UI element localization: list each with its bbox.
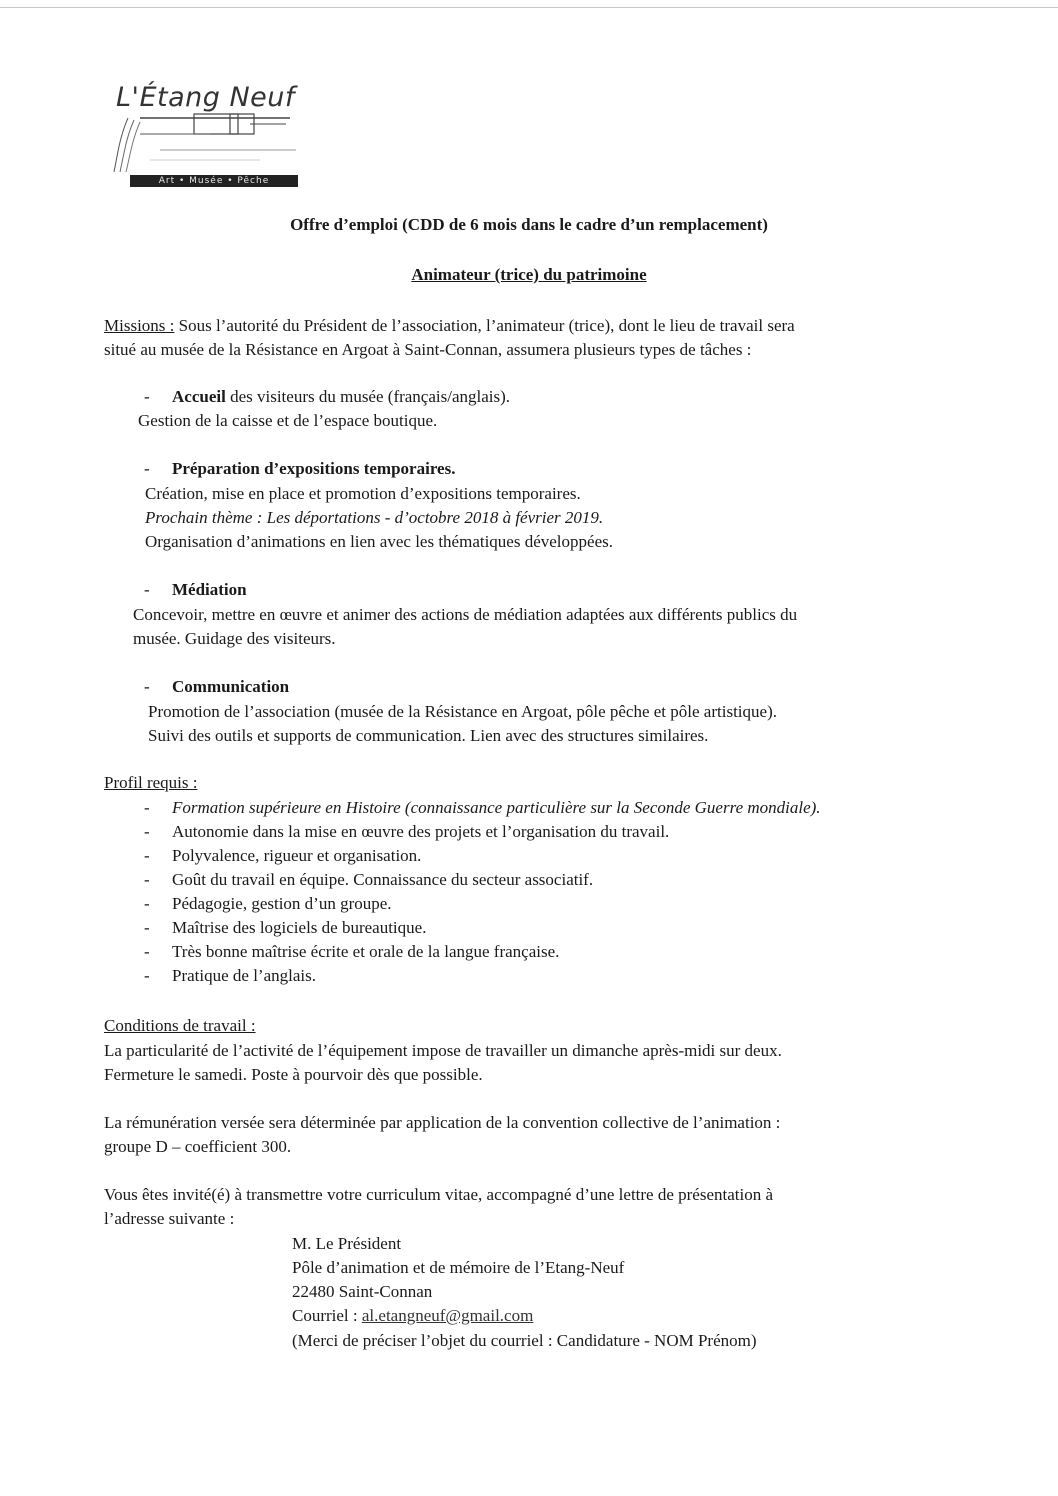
communication-line1: Promotion de l’association (musée de la Résistance en Argoat, pôle pêche et pôle artistique). — [148, 702, 777, 721]
profil-dash: - — [144, 918, 150, 937]
candidature-line1: Vous êtes invité(é) à transmettre votre curriculum vitae, accompagné d’une lettre de présentation à — [104, 1185, 774, 1204]
mediation-dash: - — [144, 580, 150, 599]
preparation-line2: Prochain thème : Les déportations - d’octobre 2018 à février 2019. — [145, 508, 604, 527]
profil-item: Formation supérieure en Histoire (connaissance particulière sur la Seconde Guerre mondiale). — [172, 798, 821, 817]
address-city: 22480 Saint-Connan — [292, 1282, 433, 1301]
accueil-line1 — [172, 386, 510, 408]
email-label: Courriel : — [292, 1306, 362, 1325]
job-title: Animateur (trice) du patrimoine — [411, 265, 647, 284]
conditions-label: Conditions de travail : — [104, 1016, 256, 1035]
missions-label: Missions : — [104, 316, 175, 335]
email-link[interactable]: al.etangneuf@gmail.com — [361, 1306, 534, 1325]
address-name: M. Le Président — [292, 1234, 402, 1253]
accueil-heading-rest: des visiteurs du musée (français/anglais). — [225, 387, 511, 406]
preparation-dash: - — [144, 459, 150, 478]
preparation-heading: Préparation d’expositions temporaires. — [172, 459, 456, 478]
logo-tagline: Art • Musée • Pêche — [130, 175, 298, 187]
preparation-line3: Organisation d’animations en lien avec les thématiques développées. — [145, 532, 613, 551]
offer-title: Offre d’emploi (CDD de 6 mois dans le cadre d’un remplacement) — [290, 215, 768, 234]
profil-item: Maîtrise des logiciels de bureautique. — [172, 918, 427, 937]
conditions-line2: Fermeture le samedi. Poste à pourvoir dès que possible. — [104, 1065, 483, 1084]
profil-dash: - — [144, 870, 150, 889]
communication-dash: - — [144, 677, 150, 696]
missions-intro-line2: situé au musée de la Résistance en Argoat à Saint-Connan, assumera plusieurs types de tâches : — [104, 340, 752, 359]
mediation-heading: Médiation — [172, 580, 247, 599]
missions-intro-text: Sous l’autorité du Président de l’association, l’animateur (trice), dont le lieu de travail sera — [174, 316, 795, 335]
missions-intro-line1 — [104, 315, 795, 337]
accueil-line2: Gestion de la caisse et de l’espace boutique. — [138, 411, 438, 430]
profil-item: Autonomie dans la mise en œuvre des projets et l’organisation du travail. — [172, 822, 670, 841]
profil-item: Pédagogie, gestion d’un groupe. — [172, 894, 392, 913]
address-org: Pôle d’animation et de mémoire de l’Etang-Neuf — [292, 1258, 625, 1277]
communication-line2: Suivi des outils et supports de communication. Lien avec des structures similaires. — [148, 726, 709, 745]
address-note: (Merci de préciser l’objet du courriel : Candidature - NOM Prénom) — [292, 1331, 757, 1350]
profil-dash: - — [144, 846, 150, 865]
communication-heading: Communication — [172, 677, 290, 696]
profil-item: Polyvalence, rigueur et organisation. — [172, 846, 422, 865]
profil-label: Profil requis : — [104, 773, 198, 792]
profil-dash: - — [144, 822, 150, 841]
remuneration-line1: La rémunération versée sera déterminée par application de la convention collective de l’animation : — [104, 1113, 781, 1132]
logo-building-drawing — [100, 112, 300, 176]
preparation-line1: Création, mise en place et promotion d’expositions temporaires. — [145, 484, 581, 503]
profil-dash: - — [144, 894, 150, 913]
scan-edge-line — [0, 7, 1058, 8]
profil-item: Goût du travail en équipe. Connaissance du secteur associatif. — [172, 870, 594, 889]
mediation-line1: Concevoir, mettre en œuvre et animer des actions de médiation adaptées aux différents publics du — [133, 605, 798, 624]
conditions-line1: La particularité de l’activité de l’équipement impose de travailler un dimanche après-midi sur deux. — [104, 1041, 782, 1060]
etang-neuf-logo — [100, 78, 300, 193]
profil-dash: - — [144, 942, 150, 961]
accueil-dash: - — [144, 387, 150, 406]
profil-item: Très bonne maîtrise écrite et orale de la langue française. — [172, 942, 560, 961]
profil-dash: - — [144, 798, 150, 817]
accueil-heading: Accueil — [172, 387, 226, 406]
profil-dash: - — [144, 966, 150, 985]
mediation-line2: musée. Guidage des visiteurs. — [133, 629, 336, 648]
remuneration-line2: groupe D – coefficient 300. — [104, 1137, 292, 1156]
logo-name: L'Étang Neuf — [116, 82, 295, 113]
profil-item: Pratique de l’anglais. — [172, 966, 316, 985]
address-email-line — [292, 1305, 533, 1327]
candidature-line2: l’adresse suivante : — [104, 1209, 235, 1228]
